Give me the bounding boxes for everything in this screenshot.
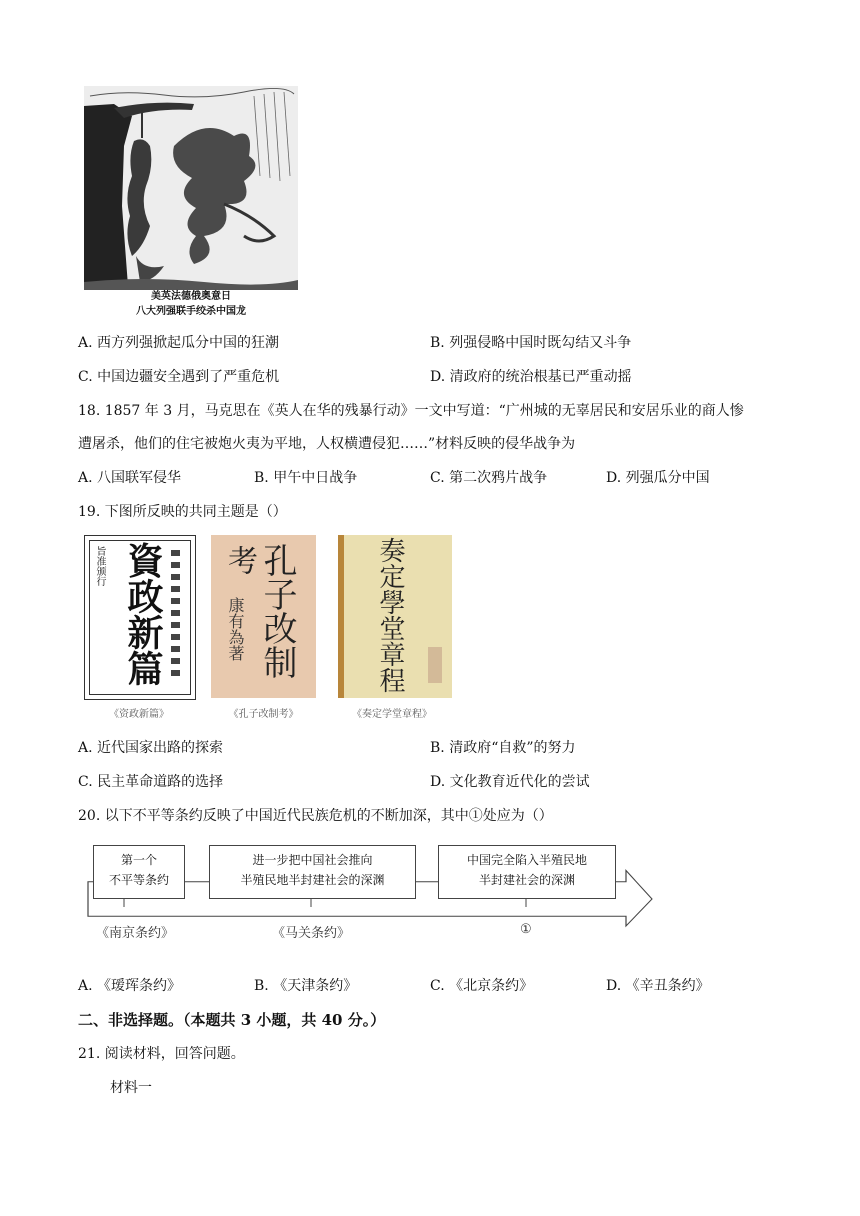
book-3-caption: 《奏定学堂章程》 [352,709,432,720]
book-2-side-title: 考 [222,545,257,575]
q17-option-d[interactable]: D. 清政府的统治根基已严重动摇 [430,369,632,385]
q19-option-d[interactable]: D. 文化教育近代化的尝试 [430,774,590,790]
timeline-label-nanjing: 《南京条约》 [96,926,175,941]
book-3-title: 奏定學堂章程 [375,537,405,693]
book-cover-kongzi-gaizhi-kao [211,535,316,698]
book-2-title: 孔子改制 [257,543,297,679]
timeline-box-1-line-2: 不平等条约 [108,873,169,887]
book-cover-zizheng-xinpian [84,535,196,700]
q20-option-b[interactable]: B. 《天津条约》 [254,978,358,994]
timeline-box-1 [93,845,185,899]
q20-option-a[interactable]: A. 《瑷珲条约》 [78,978,182,994]
timeline-box-3-line-2: 半封建社会的深渊 [478,873,575,887]
dragon-cartoon-illustration [84,86,298,290]
q18-stem-line-1: 18. 1857 年 3 月，马克思在《英人在华的残暴行动》一文中写道：“广州城的无辜居民和安居乐业的商人惨 [78,403,744,419]
timeline-box-3-line-1: 中国完全陷入半殖民地 [466,853,587,867]
cartoon-caption-line-2: 八大列强联手绞杀中国龙 [136,306,246,317]
q17-option-b[interactable]: B. 列强侵略中国时既勾结又斗争 [430,335,632,351]
q21-stem: 21. 阅读材料，回答问题。 [78,1046,245,1062]
q19-stem: 19. 下图所反映的共同主题是（） [78,504,287,520]
book-2-author: 康有為著 [226,597,245,661]
book-1-inscription [169,546,183,686]
q20-option-c[interactable]: C. 《北京条约》 [430,978,534,994]
cartoon-image [84,86,298,290]
book-1-caption: 《资政新篇》 [109,709,169,720]
book-1-title: 資政新篇 [122,542,164,686]
book-2-caption: 《孔子改制考》 [228,709,299,720]
q18-option-a[interactable]: A. 八国联军侵华 [78,470,182,486]
q18-option-c[interactable]: C. 第二次鸦片战争 [430,470,548,486]
q19-option-c[interactable]: C. 民主革命道路的选择 [78,774,224,790]
q17-option-c[interactable]: C. 中国边疆安全遇到了严重危机 [78,369,280,385]
q17-option-a[interactable]: A. 西方列强掀起瓜分中国的狂潮 [78,335,280,351]
cartoon-caption [84,289,298,319]
seal-stamp-icon [428,647,442,683]
q20-stem: 20. 以下不平等条约反映了中国近代民族危机的不断加深，其中①处应为（） [78,808,553,824]
timeline-label-blank: ① [520,922,532,937]
timeline-box-1-line-1: 第一个 [120,853,157,867]
cartoon-caption-line-1: 美英法德俄奥意日 [151,291,231,302]
timeline-box-2-line-1: 进一步把中国社会推向 [252,853,373,867]
timeline-box-3 [438,845,616,899]
timeline-box-2 [209,845,416,899]
q18-option-b[interactable]: B. 甲午中日战争 [254,470,358,486]
book-cover-zouding-xuetang-zhangcheng [338,535,452,698]
q19-option-b[interactable]: B. 清政府“自救”的努力 [430,740,576,756]
timeline-box-2-line-2: 半殖民地半封建社会的深渊 [240,873,385,887]
section-2-heading: 二、非选择题。（本题共 3 小题，共 40 分。） [78,1011,386,1029]
book-1-side-text: 旨准颁行 [94,546,105,586]
q18-option-d[interactable]: D. 列强瓜分中国 [606,470,710,486]
material-1-label: 材料一 [110,1080,152,1096]
q18-stem-line-2: 遭屠杀，他们的住宅被炮火夷为平地，人权横遭侵犯……”材料反映的侵华战争为 [78,436,576,452]
timeline-label-maguan: 《马关条约》 [272,926,351,941]
q20-option-d[interactable]: D. 《辛丑条约》 [606,978,710,994]
q19-option-a[interactable]: A. 近代国家出路的探索 [78,740,224,756]
